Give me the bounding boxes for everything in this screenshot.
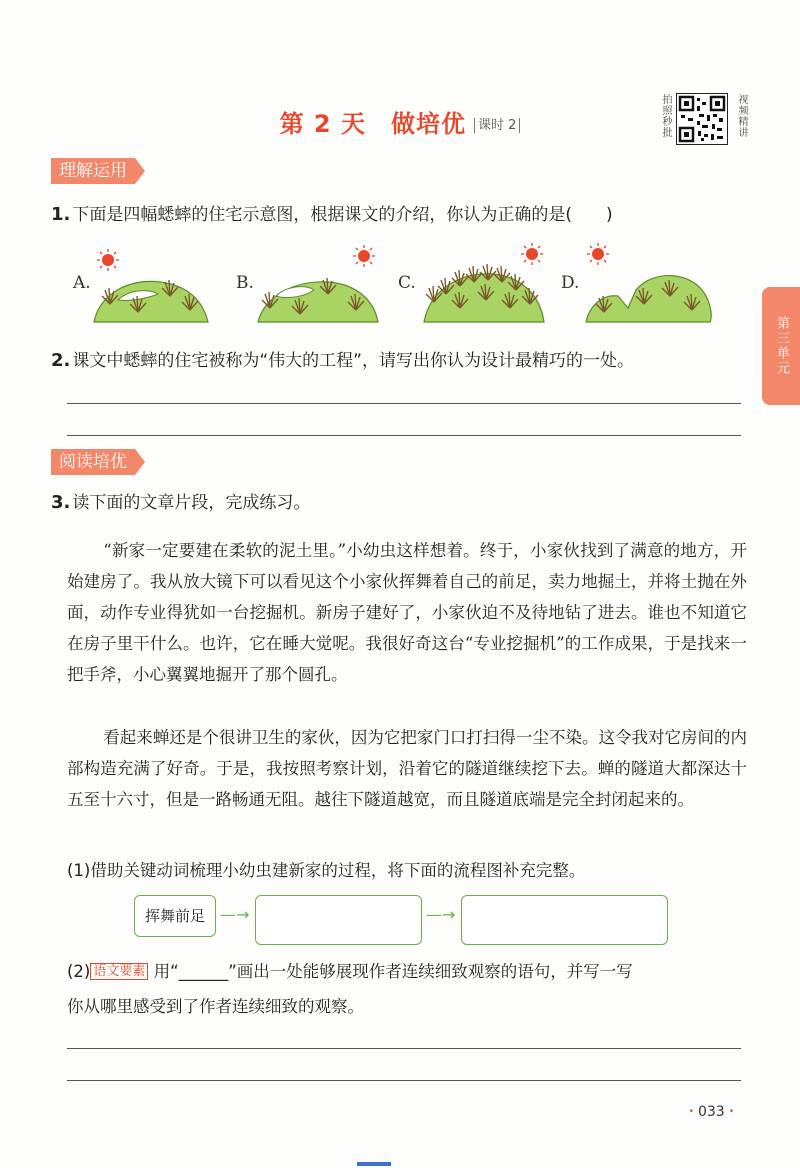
sub-question-2-tag: 语文要素: [90, 963, 148, 980]
cricket-house-illustrations: [90, 238, 730, 328]
flow-arrow-icon: —→: [426, 905, 456, 924]
section-tag-understanding: 理解运用: [51, 158, 135, 184]
qr-code-icon[interactable]: [676, 93, 728, 145]
question-3-number: 3.: [51, 492, 71, 513]
option-c-mound: [424, 243, 544, 322]
answer-line[interactable]: [67, 1048, 741, 1049]
passage-paragraph-2: 看起来蝉还是个很讲卫生的家伙，因为它把家门口打扫得一尘不染。这令我对它房间的内部构造充满了好奇。于是，我按照考察计划，沿着它的隧道继续挖下去。蝉的隧道大都深达十五至十六寸，但是一路畅通无阻。越往下隧道越宽，而且隧道底端是完全封闭起来的。: [67, 728, 747, 809]
question-2: [51, 346, 634, 371]
flow-arrow-icon: —→: [220, 905, 250, 924]
flow-box-first: 挥舞前足: [134, 895, 216, 937]
option-c-label: C.: [398, 273, 416, 293]
option-b-mound: [258, 245, 378, 322]
question-1-number: 1.: [51, 204, 71, 225]
question-2-text: 课文中蟋蟀的住宅被称为“伟大的工程”，请写出你认为设计最精巧的一处。: [72, 351, 634, 371]
option-b-label: B.: [236, 273, 254, 293]
unit-side-tab: 第三单元: [762, 287, 800, 405]
sub-question-1: (1)借助关键动词梳理小幼虫建新家的过程，将下面的流程图补充完整。: [67, 861, 586, 880]
sub-question-2: [67, 958, 633, 982]
flow-box-blank-2[interactable]: [461, 895, 668, 945]
flow-box-blank-1[interactable]: [255, 895, 422, 945]
answer-line[interactable]: [67, 1080, 741, 1081]
option-d-label: D.: [561, 273, 580, 293]
qr-label-right: 视频精讲: [736, 94, 747, 138]
option-d-mound: [586, 243, 711, 322]
sub-question-2-number: (2): [67, 962, 91, 981]
sub-question-2-text: 用“______”画出一处能够展现作者连续细致观察的语句，并写一写: [153, 962, 633, 981]
lesson-subtitle: 课时 2: [474, 118, 520, 133]
question-1: [51, 200, 613, 225]
sub-question-2-line2: 你从哪里感受到了作者连续细致的观察。: [67, 997, 364, 1016]
option-a-label: A.: [73, 273, 91, 293]
bottom-mark: [357, 1162, 391, 1166]
qr-label-left: 拍照秒批: [660, 94, 671, 138]
lesson-title: 第 2 天 做培优: [279, 110, 466, 138]
question-3-text: 读下面的文章片段，完成练习。: [72, 493, 311, 513]
page-number: • 033 •: [685, 1104, 738, 1120]
question-3: [51, 488, 310, 513]
option-a-mound: [94, 249, 208, 322]
answer-line[interactable]: [67, 403, 741, 404]
answer-line[interactable]: [67, 435, 741, 436]
passage-paragraph-1: “新家一定要建在柔软的泥土里。”小幼虫这样想着。终于，小家伙找到了满意的地方，开始建房了。我从放大镜下可以看见这个小家伙挥舞着自己的前足，卖力地掘土，并将土抛在外面，动作专业得犹如一台挖掘机。新房子建好了，小家伙迫不及待地钻了进去。谁也不知道它在房子里干什么。也许，它在睡大觉呢。我很好奇这台“专业挖掘机”的工作成果，于是找来一把手斧，小心翼翼地掘开了那个圆孔。: [67, 541, 747, 684]
question-1-text: 下面是四幅蟋蟀的住宅示意图，根据课文的介绍，你认为正确的是( ): [72, 205, 613, 225]
question-2-number: 2.: [51, 350, 71, 371]
section-tag-reading: 阅读培优: [51, 449, 135, 475]
